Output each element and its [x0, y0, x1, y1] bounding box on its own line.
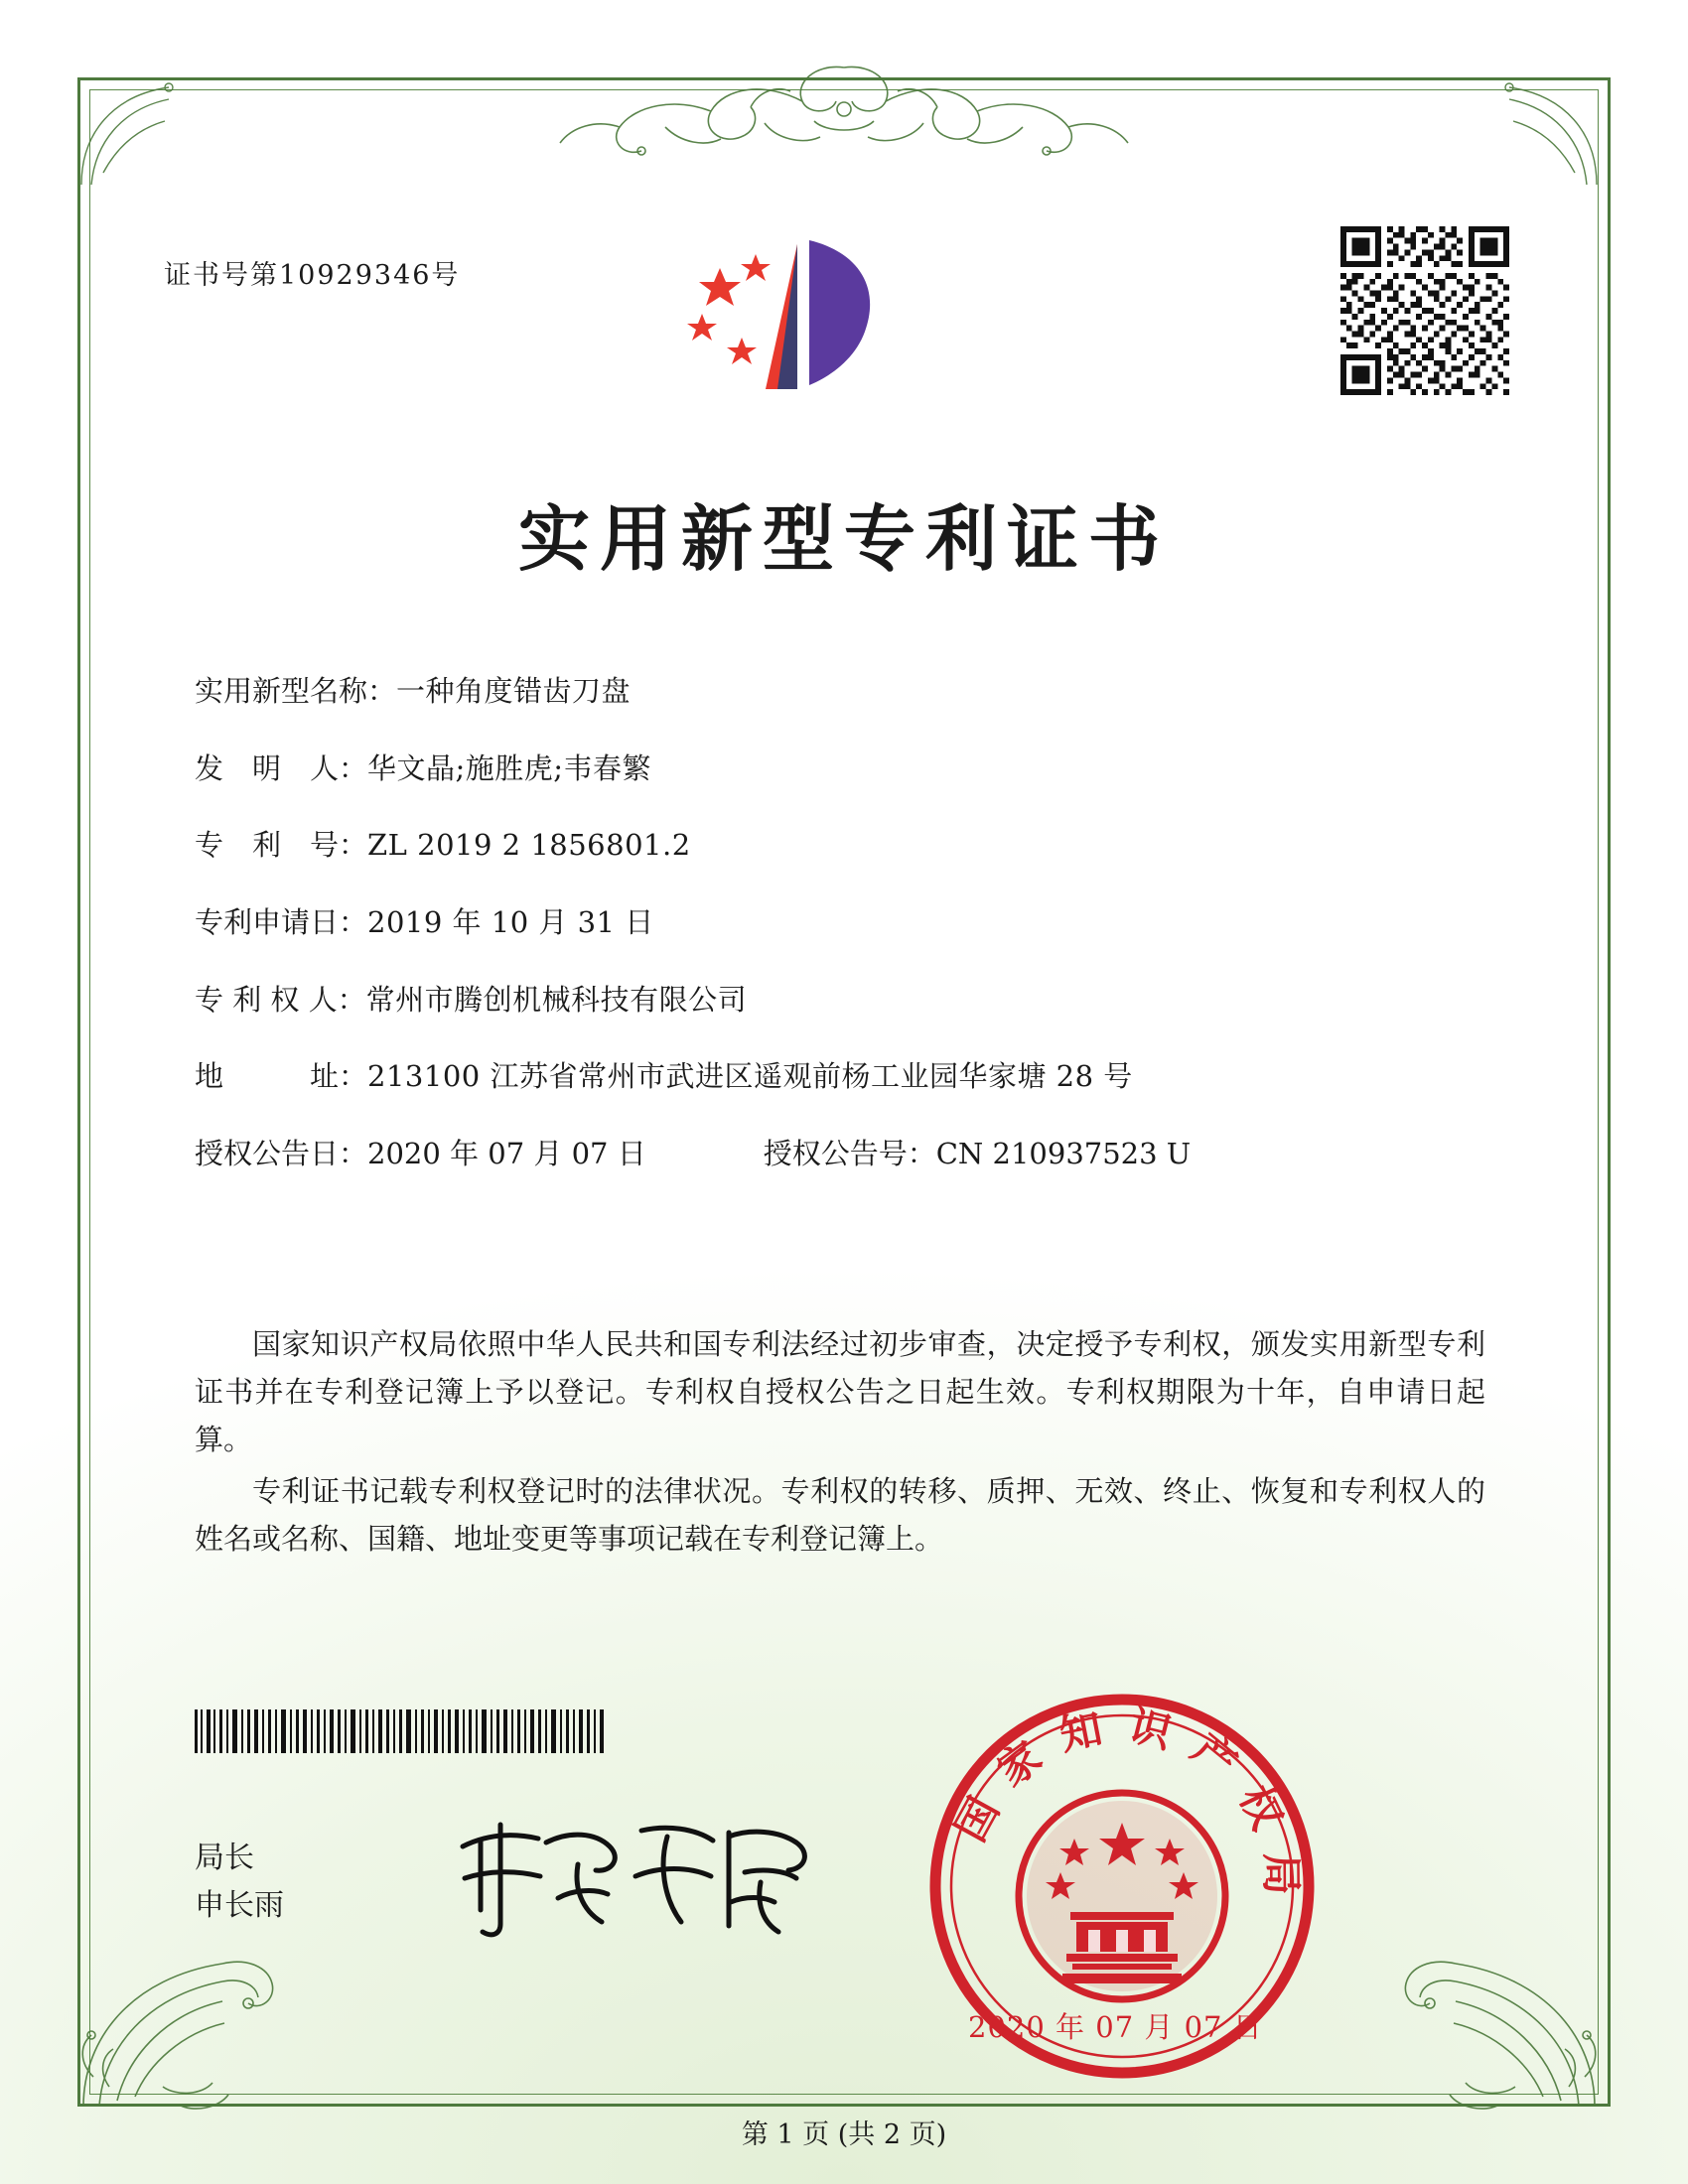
field-label: 发 明 人：	[195, 751, 368, 785]
field-label: 实用新型名称：	[195, 674, 397, 708]
field-label: 专利申请日：	[195, 905, 368, 940]
announcement-number-value: CN 210937523 U	[935, 1137, 1192, 1171]
field-label: 地 址：	[195, 1059, 368, 1094]
cnipa-logo-icon	[660, 228, 918, 427]
paragraph-2: 专利证书记载专利权登记时的法律状况。专利权的转移、质押、无效、终止、恢复和专利权人的姓名或名称、国籍、地址变更等事项记载在专利登记簿上。	[195, 1474, 1485, 1556]
barcode-icon	[195, 1709, 612, 1753]
announcement-date-label: 授权公告日：	[195, 1137, 368, 1171]
signature-block	[195, 1835, 284, 1930]
top-left-ornament-icon	[73, 73, 222, 193]
top-right-ornament-icon	[1456, 73, 1605, 193]
field-announcement	[195, 1136, 1505, 1173]
seal-text: 国家知识产权局	[945, 1700, 1307, 1917]
page-title: 实用新型专利证书	[517, 496, 1170, 581]
field-label: 专 利 权 人：	[195, 982, 366, 1017]
qr-code-icon	[1340, 226, 1509, 395]
field-utility-model-name	[195, 673, 1505, 711]
signature-name: 申长雨	[195, 1888, 284, 1923]
top-ornament-icon	[516, 62, 1172, 157]
field-patentee	[195, 982, 1505, 1020]
seal-date: 2020 年 07 月 07 日	[968, 2010, 1263, 2044]
field-value: 常州市腾创机械科技有限公司	[365, 982, 748, 1017]
paragraph-1: 国家知识产权局依照中华人民共和国专利法经过初步审查，决定授予专利权，颁发实用新型专利证书并在专利登记簿上予以登记。专利权自授权公告之日起生效。专利权期限为十年，自申请日起算。	[195, 1327, 1485, 1456]
field-value: ZL 2019 2 1856801.2	[367, 828, 691, 863]
legal-text-block	[195, 1320, 1485, 1567]
field-value: 213100 江苏省常州市武进区遥观前杨工业园华家塘 28 号	[367, 1059, 1133, 1094]
field-value: 华文晶;施胜虎;韦春繁	[367, 751, 652, 785]
signature-role: 局长	[195, 1841, 254, 1875]
announcement-date-value: 2020 年 07 月 07 日	[367, 1137, 646, 1171]
field-application-date	[195, 904, 1505, 942]
field-label: 专 利 号：	[195, 828, 368, 863]
field-address	[195, 1058, 1505, 1096]
bottom-right-ornament-icon	[1346, 1938, 1605, 2116]
certificate-number: 证书号第10929346号	[164, 260, 461, 291]
fields-block	[195, 673, 1505, 1213]
handwritten-signature-icon	[447, 1807, 824, 1956]
field-value: 2019 年 10 月 31 日	[367, 905, 654, 940]
announcement-number-label: 授权公告号：	[763, 1137, 936, 1171]
field-inventors	[195, 751, 1505, 788]
bottom-left-ornament-icon	[73, 1938, 332, 2116]
field-value: 一种角度错齿刀盘	[396, 674, 632, 708]
field-patent-number	[195, 827, 1505, 865]
page-footer: 第 1 页 (共 2 页)	[741, 2119, 947, 2150]
